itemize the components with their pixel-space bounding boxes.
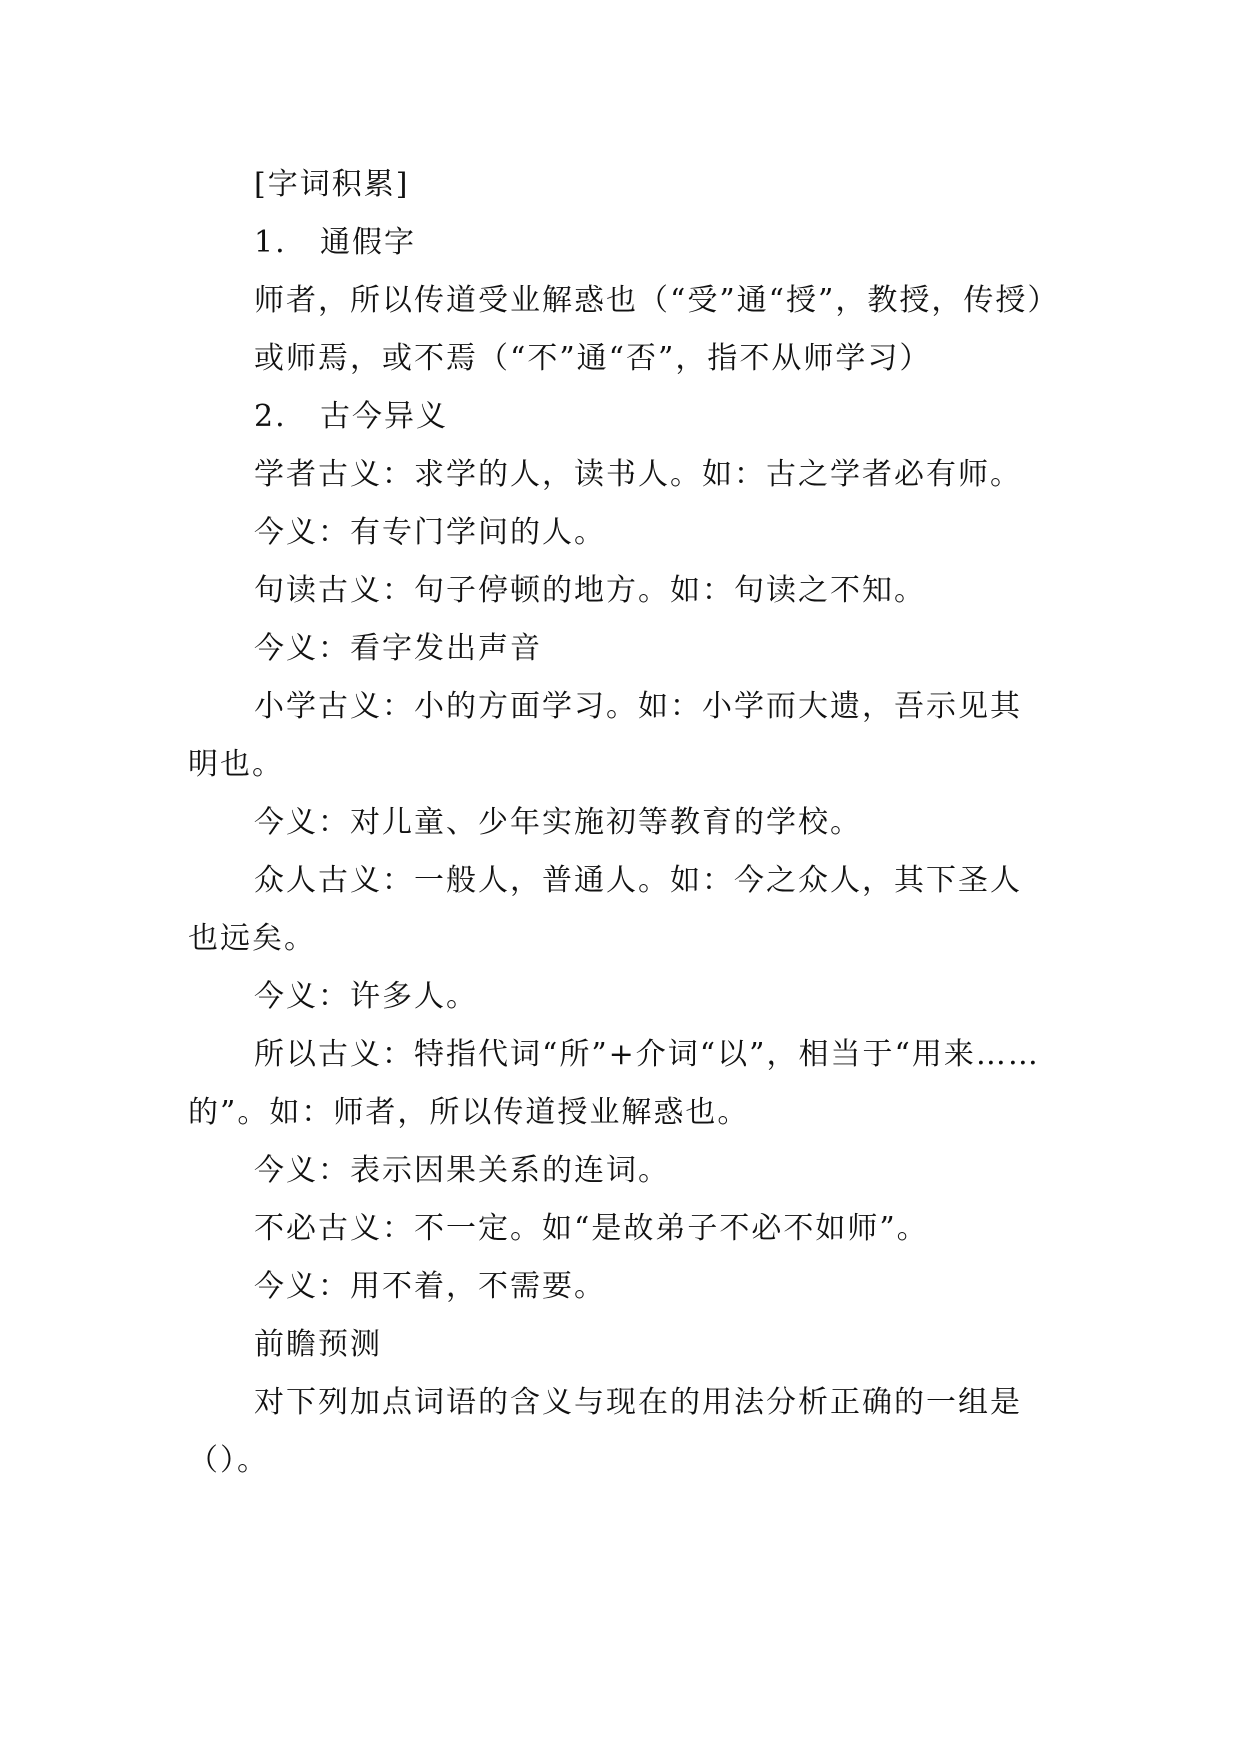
preview-question: 对下列加点词语的含义与现在的用法分析正确的一组是（）。: [188, 1385, 1022, 1478]
subsection-number: 1.: [254, 225, 287, 260]
paragraph: 所以古义：特指代词“所”+介词“以”，相当于“用来……的”。如：师者，所以传道授业解惑也。: [188, 1037, 1040, 1130]
subsection-title: 古今异义: [320, 399, 448, 434]
subsection-heading-2: [188, 388, 1048, 446]
paragraph: 师者，所以传道受业解惑也（“受”通“授”，教授，传授）: [254, 283, 1060, 318]
subsection-title: 通假字: [320, 225, 416, 260]
paragraph: 今义：表示因果关系的连词。: [254, 1153, 670, 1188]
paragraph: 今义：看字发出声音: [254, 631, 542, 666]
paragraph: 学者古义：求学的人，读书人。如：古之学者必有师。: [254, 457, 1022, 492]
paragraph: 或师焉，或不焉（“不”通“否”，指不从师学习）: [254, 341, 932, 376]
subsection-heading-1: [188, 214, 1048, 272]
paragraph: 今义：有专门学问的人。: [254, 515, 606, 550]
paragraph: 今义：用不着，不需要。: [254, 1269, 606, 1304]
paragraph: 不必古义：不一定。如“是故弟子不必不如师”。: [254, 1211, 929, 1246]
subsection-number: 2.: [254, 399, 287, 434]
paragraph: 今义：对儿童、少年实施初等教育的学校。: [254, 805, 862, 840]
document-body: [188, 156, 1060, 1490]
paragraph: 小学古义：小的方面学习。如：小学而大遗，吾示见其明也。: [188, 689, 1022, 782]
paragraph: 今义：许多人。: [254, 979, 478, 1014]
paragraph: 众人古义：一般人，普通人。如：今之众人，其下圣人也远矣。: [188, 863, 1022, 956]
paragraph: 句读古义：句子停顿的地方。如：句读之不知。: [254, 573, 926, 608]
preview-title: 前瞻预测: [254, 1327, 382, 1362]
section-title: [字词积累]: [254, 167, 410, 202]
